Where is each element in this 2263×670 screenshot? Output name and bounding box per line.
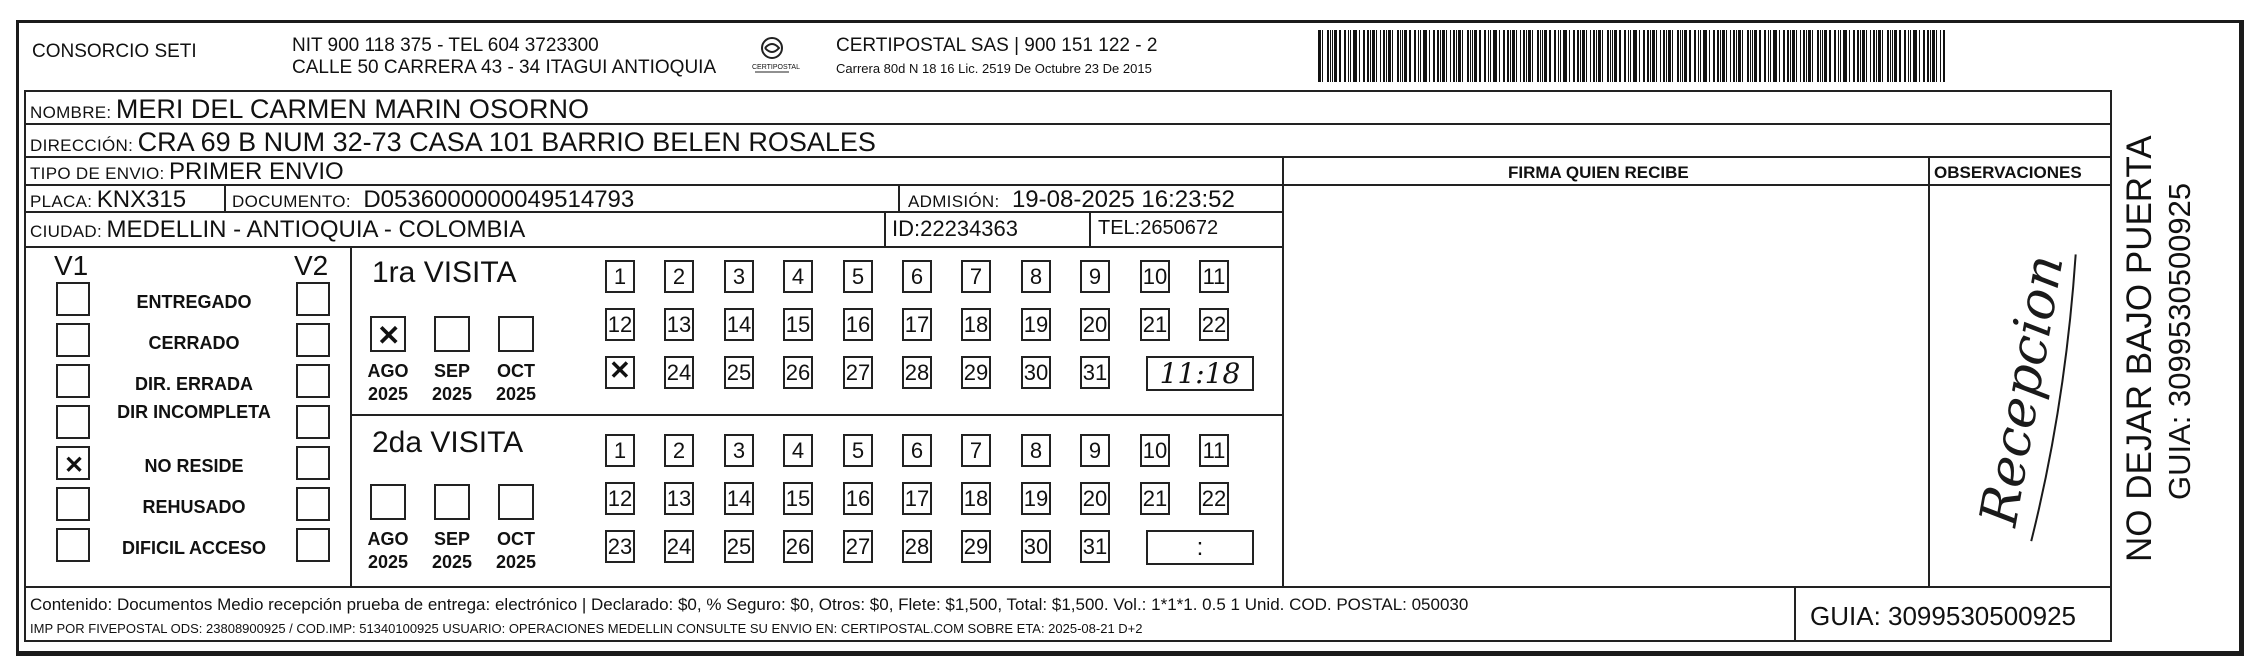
day-checkbox[interactable]: 8 [1021, 260, 1051, 293]
month-checkbox[interactable] [370, 484, 406, 520]
rule [224, 184, 226, 211]
day-checkbox[interactable]: 5 [843, 260, 873, 293]
status-option-label: DIR. ERRADA [134, 374, 253, 394]
day-checkbox[interactable]: 28 [902, 530, 932, 563]
admision-label: ADMISIÓN: [908, 192, 1000, 211]
day-checkbox[interactable]: 15 [783, 482, 813, 515]
day-checkbox[interactable]: 6 [902, 260, 932, 293]
signature-text: Recepcion [1968, 250, 2076, 531]
day-checkbox[interactable]: 26 [783, 356, 813, 389]
rule [24, 246, 1282, 248]
rule [1928, 156, 1930, 586]
status-v2-checkbox[interactable] [296, 364, 330, 398]
day-checkbox[interactable]: 23 [605, 530, 635, 563]
status-v2-checkbox[interactable] [296, 528, 330, 562]
day-checkbox[interactable]: 16 [843, 308, 873, 341]
check-mark: ✕ [609, 356, 631, 386]
day-checkbox[interactable]: 13 [664, 308, 694, 341]
day-checkbox[interactable]: 17 [902, 482, 932, 515]
documento-row [232, 188, 634, 212]
month-checkbox[interactable] [498, 316, 534, 352]
month-label: AGO 2025 [367, 529, 409, 572]
day-checkbox[interactable]: 18 [961, 308, 991, 341]
visita2-title: 2da VISITA [372, 426, 524, 459]
status-v2-checkbox[interactable] [296, 446, 330, 480]
time-field[interactable]: : [1146, 530, 1254, 565]
day-checkbox[interactable]: 3 [724, 434, 754, 467]
status-v2-checkbox[interactable] [296, 487, 330, 521]
day-checkbox[interactable]: 11 [1199, 434, 1229, 467]
status-v1-checkbox[interactable] [56, 364, 90, 398]
day-checkbox[interactable]: 20 [1080, 482, 1110, 515]
status-v1-checkbox[interactable] [56, 405, 90, 439]
day-checkbox[interactable]: 10 [1140, 260, 1170, 293]
firma-header: FIRMA QUIEN RECIBE [1508, 163, 1689, 182]
day-checkbox[interactable]: 26 [783, 530, 813, 563]
month-checkbox[interactable] [434, 484, 470, 520]
placa-label: PLACA: [30, 192, 93, 211]
status-v1-checkbox[interactable] [56, 446, 90, 480]
day-checkbox[interactable]: 9 [1080, 260, 1110, 293]
day-checkbox[interactable]: 12 [605, 482, 635, 515]
rule [24, 90, 26, 642]
month-checkbox[interactable] [370, 316, 406, 352]
day-checkbox[interactable]: 19 [1021, 308, 1051, 341]
certipostal-logo [752, 34, 800, 78]
day-checkbox[interactable]: 13 [664, 482, 694, 515]
day-checkbox[interactable]: 14 [724, 308, 754, 341]
day-checkbox[interactable]: 22 [1199, 308, 1229, 341]
logo-caption: CERTIPOSTAL [752, 64, 800, 71]
rule [1794, 586, 1796, 640]
handwritten-signature [1946, 228, 2106, 568]
footer-imp: IMP POR FIVEPOSTAL ODS: 23808900925 / COD.IMP: 51340100925 USUARIO: OPERACIONES MEDELLIN CONSULTE SU ENVIO EN: CERTIPOSTAL.COM SOBRE ETA: 2025-08-21 D+2 [30, 621, 1143, 636]
day-checkbox[interactable]: 10 [1140, 434, 1170, 467]
day-checkbox[interactable]: 17 [902, 308, 932, 341]
rule [350, 246, 352, 586]
rule [2110, 90, 2112, 642]
side-guia: GUIA: 3099530500925 [2162, 182, 2197, 500]
nombre-label: NOMBRE: [30, 103, 112, 122]
nombre-value: MERI DEL CARMEN MARIN OSORNO [115, 94, 589, 124]
barcode [1318, 30, 1950, 82]
status-v1-checkbox[interactable] [56, 323, 90, 357]
day-checkbox[interactable]: 30 [1021, 356, 1051, 389]
day-checkbox[interactable]: 27 [843, 530, 873, 563]
direccion-label: DIRECCIÓN: [30, 136, 134, 155]
placa-value: KNX315 [96, 186, 187, 213]
check-mark: ✕ [377, 319, 401, 352]
day-checkbox[interactable]: 21 [1140, 308, 1170, 341]
status-option-label: ENTREGADO [136, 292, 252, 312]
tipo-value: PRIMER ENVIO [169, 158, 344, 185]
footer-guia: GUIA: 3099530500925 [1810, 601, 2076, 631]
rule [1282, 156, 1284, 586]
day-checkbox[interactable]: 3 [724, 260, 754, 293]
day-checkbox[interactable]: 1 [605, 434, 635, 467]
check-mark: ✕ [64, 450, 85, 479]
company-name: CONSORCIO SETI [32, 41, 197, 62]
month-label: AGO 2025 [367, 361, 409, 404]
documento-value: D0536000000049514793 [363, 186, 635, 213]
day-checkbox[interactable]: 25 [724, 530, 754, 563]
day-checkbox[interactable]: 9 [1080, 434, 1110, 467]
day-checkbox[interactable]: 31 [1080, 356, 1110, 389]
month-label: SEP 2025 [431, 529, 473, 572]
day-checkbox[interactable]: 29 [961, 530, 991, 563]
rule [884, 211, 886, 246]
address-line: CALLE 50 CARRERA 43 - 34 ITAGUI ANTIOQUIA [292, 57, 717, 78]
day-checkbox[interactable] [605, 356, 635, 389]
day-checkbox[interactable]: 2 [664, 434, 694, 467]
status-v2-checkbox[interactable] [296, 405, 330, 439]
id-row [892, 218, 1018, 240]
license-line: Carrera 80d N 18 16 Lic. 2519 De Octubre 23 De 2015 [836, 61, 1152, 76]
status-v1-checkbox[interactable] [56, 528, 90, 562]
admision-value: 19-08-2025 16:23:52 [1011, 186, 1235, 213]
nit-line: NIT 900 118 375 - TEL 604 3723300 [292, 35, 599, 56]
day-checkbox[interactable]: 19 [1021, 482, 1051, 515]
observaciones-header: OBSERVACIONES [1934, 163, 2082, 182]
day-checkbox[interactable]: 14 [724, 482, 754, 515]
footer-contenido: Contenido: Documentos Medio recepción prueba de entrega: electrónico | Declarado: $0, % Seguro: $0, Otros: $0, Flete: $1,500, Total: $1,500. Vol.: 1*1*1. 0.5 1 Unid. COD. POSTAL: 050030 [30, 595, 1469, 614]
visita1-title: 1ra VISITA [372, 256, 517, 289]
id-value: 22234363 [920, 216, 1019, 241]
ciudad-row [30, 218, 525, 242]
status-v2-checkbox[interactable] [296, 323, 330, 357]
day-checkbox[interactable]: 31 [1080, 530, 1110, 563]
day-checkbox[interactable]: 27 [843, 356, 873, 389]
direccion-row [30, 129, 876, 156]
day-checkbox[interactable]: 15 [783, 308, 813, 341]
placa-row [30, 188, 186, 212]
day-checkbox[interactable]: 20 [1080, 308, 1110, 341]
status-option-label: REHUSADO [142, 497, 246, 517]
month-label: OCT 2025 [495, 361, 537, 404]
month-checkbox[interactable] [498, 484, 534, 520]
day-checkbox[interactable]: 24 [664, 530, 694, 563]
status-option-label: CERRADO [148, 333, 240, 353]
day-checkbox[interactable]: 6 [902, 434, 932, 467]
day-checkbox[interactable]: 29 [961, 356, 991, 389]
day-checkbox[interactable]: 7 [961, 434, 991, 467]
rule [898, 184, 900, 211]
tipo-label: TIPO DE ENVIO: [30, 164, 165, 183]
v1-label: V1 [54, 250, 89, 281]
status-option-label: DIR INCOMPLETA [117, 402, 271, 422]
tel-row [1098, 218, 1218, 238]
month-label: SEP 2025 [431, 361, 473, 404]
rule [350, 414, 1282, 416]
rule [1089, 211, 1091, 246]
status-v2-checkbox[interactable] [296, 282, 330, 316]
month-label: OCT 2025 [495, 529, 537, 572]
id-label: ID: [892, 216, 921, 241]
no-dejar-text: NO DEJAR BAJO PUERTA [2120, 135, 2159, 562]
day-checkbox[interactable]: 22 [1199, 482, 1229, 515]
rule [24, 640, 2112, 642]
day-checkbox[interactable]: 1 [605, 260, 635, 293]
ciudad-value: MEDELLIN - ANTIOQUIA - COLOMBIA [106, 216, 526, 243]
day-checkbox[interactable]: 2 [664, 260, 694, 293]
rule [24, 586, 2112, 588]
direccion-value: CRA 69 B NUM 32-73 CASA 101 BARRIO BELEN ROSALES [137, 127, 876, 157]
day-checkbox[interactable]: 28 [902, 356, 932, 389]
admision-row [908, 188, 1235, 212]
day-checkbox[interactable]: 25 [724, 356, 754, 389]
day-checkbox[interactable]: 24 [664, 356, 694, 389]
ciudad-label: CIUDAD: [30, 222, 102, 241]
status-option-label: DIFICIL ACCESO [121, 538, 266, 558]
day-checkbox[interactable]: 7 [961, 260, 991, 293]
month-checkbox[interactable] [434, 316, 470, 352]
day-checkbox[interactable]: 16 [843, 482, 873, 515]
status-v1-checkbox[interactable] [56, 487, 90, 521]
day-checkbox[interactable]: 11 [1199, 260, 1229, 293]
tel-label: TEL: [1098, 217, 1141, 239]
documento-label: DOCUMENTO: [232, 192, 351, 211]
day-checkbox[interactable]: 18 [961, 482, 991, 515]
day-checkbox[interactable]: 5 [843, 434, 873, 467]
time-field[interactable]: 11:18 [1146, 356, 1254, 391]
certipostal-line: CERTIPOSTAL SAS | 900 151 122 - 2 [836, 35, 1158, 56]
status-option-label: NO RESIDE [144, 456, 244, 476]
day-checkbox[interactable]: 12 [605, 308, 635, 341]
rule [24, 90, 2112, 92]
day-checkbox[interactable]: 30 [1021, 530, 1051, 563]
day-checkbox[interactable]: 21 [1140, 482, 1170, 515]
nombre-row [30, 96, 589, 123]
tel-value: 2650672 [1140, 217, 1219, 239]
tipo-row [30, 160, 344, 184]
day-checkbox[interactable]: 4 [783, 434, 813, 467]
day-checkbox[interactable]: 8 [1021, 434, 1051, 467]
v2-label: V2 [294, 250, 329, 281]
status-v1-checkbox[interactable] [56, 282, 90, 316]
day-checkbox[interactable]: 4 [783, 260, 813, 293]
